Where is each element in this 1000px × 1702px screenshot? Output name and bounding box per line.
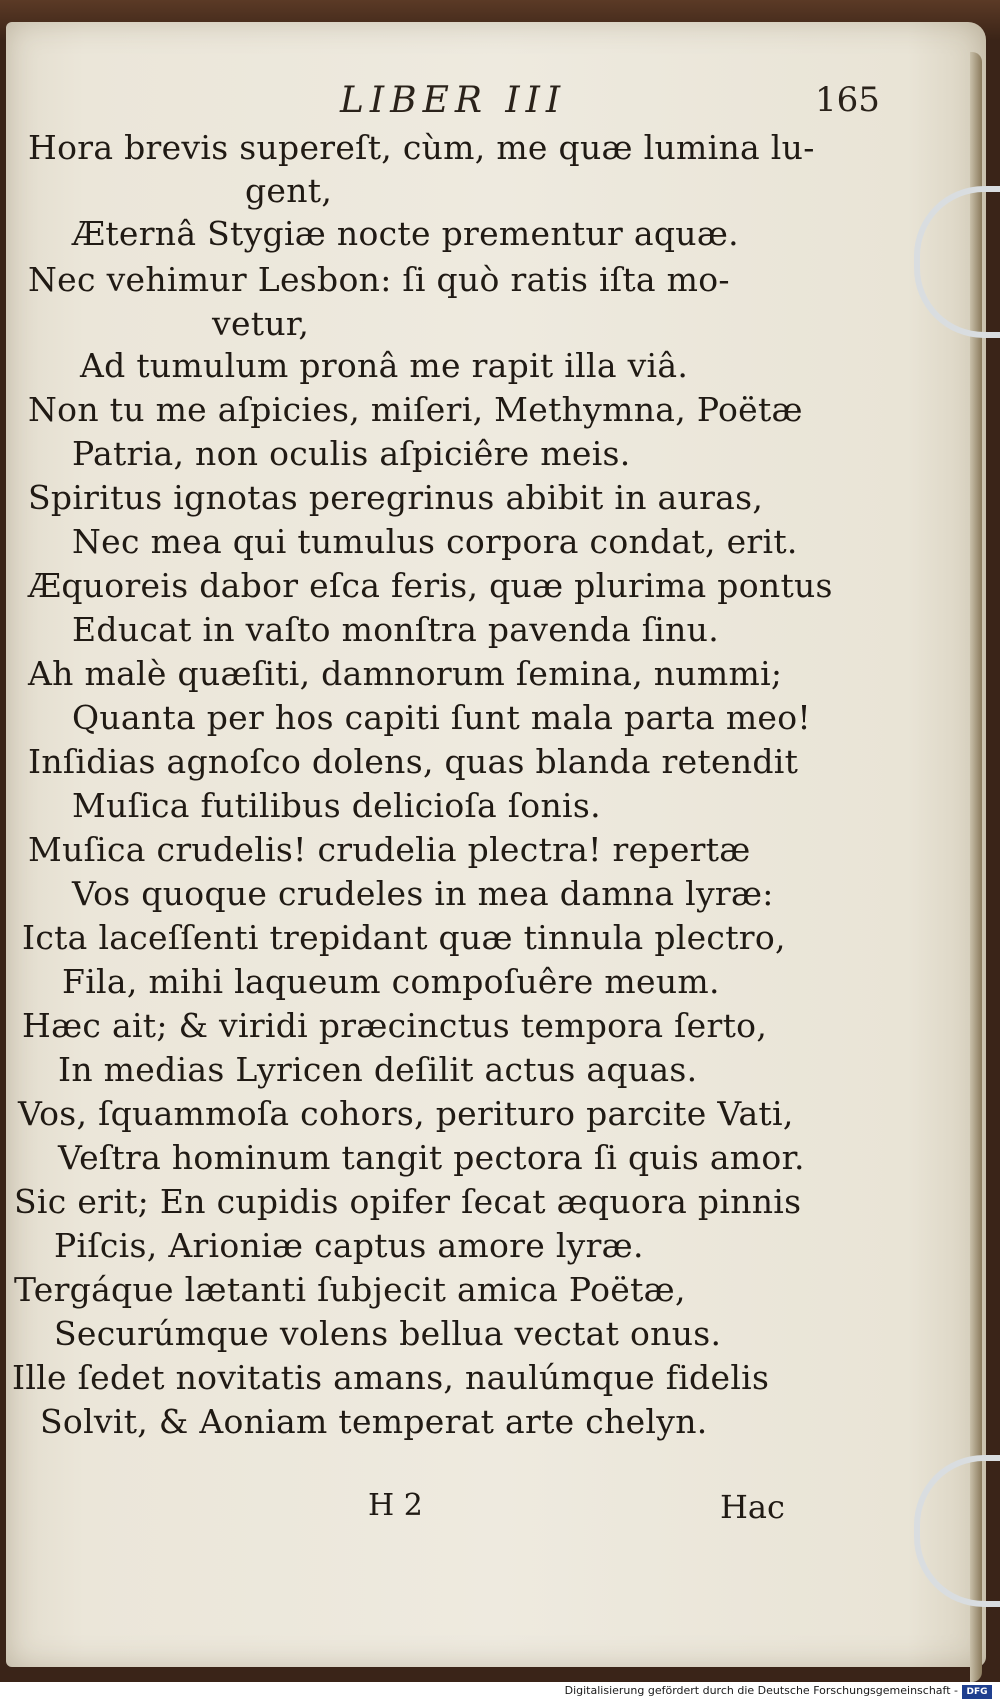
- dfg-logo: DFG: [962, 1685, 992, 1699]
- page-header: [0, 80, 1000, 130]
- verse-line: Hora brevis supereſt, cùm, me quæ lumina lu-: [28, 128, 815, 167]
- verse-line: Ille ſedet novitatis amans, naulúmque fidelis: [12, 1358, 770, 1397]
- verse-line: Hæc ait; & viridi præcinctus tempora ſerto,: [22, 1006, 768, 1045]
- verse-line: Vos quoque crudeles in mea damna lyræ:: [72, 874, 774, 913]
- verse-line: Nec mea qui tumulus corpora condat, erit.: [72, 522, 798, 561]
- verse-line-continuation: vetur,: [212, 304, 310, 343]
- verse-line: Sic erit; En cupidis opifer ſecat æquora pinnis: [14, 1182, 802, 1221]
- verse-line: Spiritus ignotas peregrinus abibit in auras,: [28, 478, 764, 517]
- verse-line: Nec vehimur Lesbon: ſi quò ratis iſta mo-: [28, 260, 730, 299]
- credit-bar: [0, 1682, 1000, 1702]
- verse-line: Veſtra hominum tangit pectora ſi quis amor.: [58, 1138, 805, 1177]
- verse-line: Quanta per hos capiti ſunt mala parta meo!: [72, 698, 811, 737]
- verse-line: Inſidias agnoſco dolens, quas blanda retendit: [28, 742, 799, 781]
- verse-line-continuation: gent,: [245, 171, 333, 210]
- verse-line: Muſica crudelis! crudelia plectra! repertæ: [28, 830, 751, 869]
- verse-line: Icta laceſſenti trepidant quæ tinnula plectro,: [22, 918, 786, 957]
- verse-line: Æquoreis dabor eſca feris, quæ plurima pontus: [28, 566, 833, 605]
- verse-line: Vos, ſquammoſa cohors, perituro parcite Vati,: [18, 1094, 794, 1133]
- verse-line: Fila, mihi laqueum compoſuêre meum.: [62, 962, 720, 1001]
- verse-line: In medias Lyricen deſilit actus aquas.: [58, 1050, 698, 1089]
- verse-line: Securúmque volens bellua vectat onus.: [54, 1314, 722, 1353]
- verse-line: Patria, non oculis aſpiciêre meis.: [72, 434, 631, 473]
- verse-line: Ah malè quæſiti, damnorum ſemina, nummi;: [28, 654, 783, 693]
- verse-line: Educat in vaſto monſtra pavenda ſinu.: [72, 610, 720, 649]
- verse-line: Piſcis, Arioniæ captus amore lyræ.: [54, 1226, 644, 1265]
- verse-line: Æternâ Stygiæ nocte prementur aquæ.: [72, 214, 739, 253]
- page-number: 165: [815, 80, 880, 120]
- digitization-credit: Digitalisierung gefördert durch die Deutsche Forschungsgemeinschaft -: [564, 1684, 958, 1697]
- verse-line: Solvit, & Aoniam temperat arte chelyn.: [40, 1402, 708, 1441]
- running-head: LIBER III: [340, 80, 567, 121]
- catchword: Hac: [720, 1488, 785, 1526]
- page-footer: [0, 1488, 1000, 1528]
- verse-line: Tergáque lætanti ſubjecit amica Poëtæ,: [14, 1270, 686, 1309]
- verse-line: Ad tumulum pronâ me rapit illa viâ.: [80, 346, 689, 385]
- verse-line: Muſica futilibus delicioſa ſonis.: [72, 786, 601, 825]
- signature-mark: H 2: [368, 1488, 423, 1523]
- verse-line: Non tu me aſpicies, miſeri, Methymna, Poëtæ: [28, 390, 803, 429]
